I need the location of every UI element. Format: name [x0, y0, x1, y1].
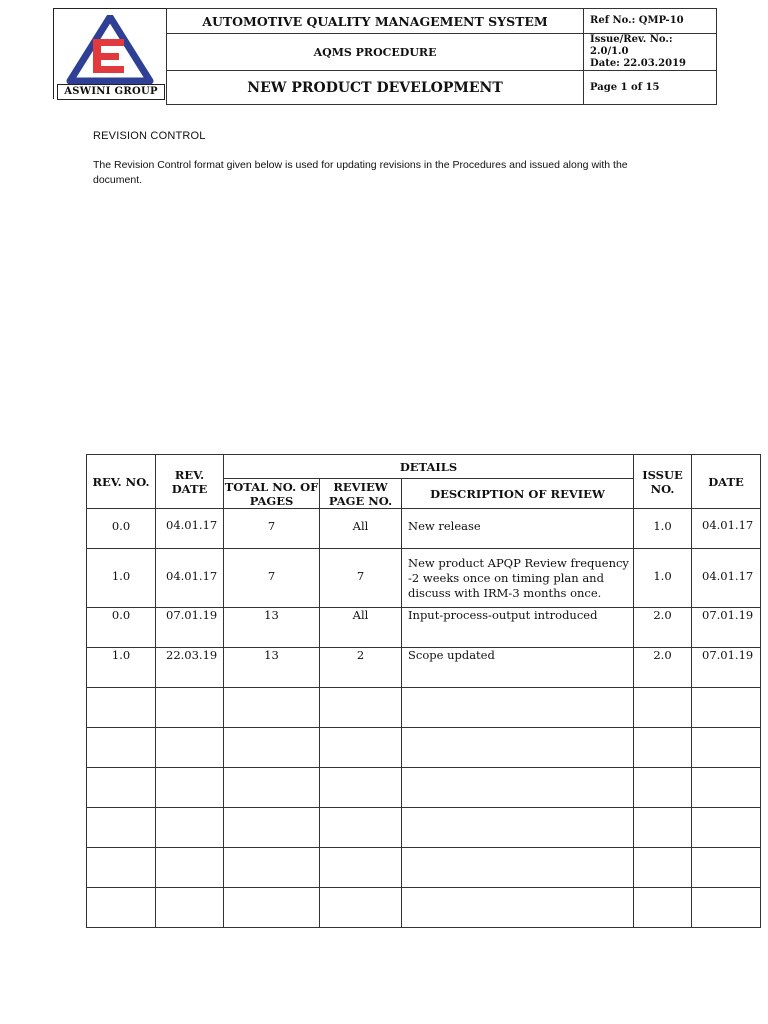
system-title: AUTOMOTIVE QUALITY MANAGEMENT SYSTEM	[167, 9, 584, 34]
revision-control-intro: The Revision Control format given below is used for updating revisions in the Procedures and issued along with the document.	[93, 159, 628, 186]
company-logo-icon	[66, 15, 156, 85]
cell-rev-date: 07.01.19	[156, 608, 224, 648]
header-review-page: REVIEW PAGE NO.	[320, 479, 402, 509]
empty-row	[87, 808, 761, 848]
cell-rev-date: 04.01.17	[156, 549, 224, 608]
cell-issue-no: 1.0	[634, 549, 692, 608]
cell-total-pages: 13	[224, 608, 320, 648]
cell-date: 07.01.19	[692, 608, 761, 648]
cell-date: 07.01.19	[692, 648, 761, 688]
header-table	[166, 8, 717, 105]
issue-date-cell	[584, 34, 717, 71]
cell-rev-no: 1.0	[87, 549, 156, 608]
cell-issue-no: 2.0	[634, 648, 692, 688]
cell-rev-no: 0.0	[87, 509, 156, 549]
revision-table	[86, 454, 761, 928]
cell-rev-date: 04.01.17	[156, 509, 224, 549]
table-row	[87, 608, 761, 648]
header-description: DESCRIPTION OF REVIEW	[402, 479, 634, 509]
empty-row	[87, 728, 761, 768]
cell-review-page: All	[320, 608, 402, 648]
header-rev-date: REV. DATE	[156, 455, 224, 509]
cell-total-pages: 7	[224, 509, 320, 549]
cell-issue-no: 2.0	[634, 608, 692, 648]
empty-row	[87, 888, 761, 928]
cell-issue-no: 1.0	[634, 509, 692, 549]
cell-date: 04.01.17	[692, 509, 761, 549]
cell-description: Scope updated	[402, 648, 634, 688]
cell-total-pages: 13	[224, 648, 320, 688]
cell-total-pages: 7	[224, 549, 320, 608]
cell-rev-no: 0.0	[87, 608, 156, 648]
header-issue-no: ISSUE NO.	[634, 455, 692, 509]
cell-rev-date: 22.03.19	[156, 648, 224, 688]
document-title: NEW PRODUCT DEVELOPMENT	[167, 71, 584, 105]
empty-row	[87, 768, 761, 808]
empty-row	[87, 688, 761, 728]
cell-description: New product APQP Review frequency -2 weeks once on timing plan and discuss with IRM-3 months once.	[402, 549, 634, 608]
header-rev-no: REV. NO.	[87, 455, 156, 509]
table-row	[87, 648, 761, 688]
logo-caption: ASWINI GROUP	[57, 84, 165, 100]
cell-description: Input-process-output introduced	[402, 608, 634, 648]
procedure-label: AQMS PROCEDURE	[167, 34, 584, 71]
logo-block	[53, 8, 166, 99]
ref-no: Ref No.: QMP-10	[584, 9, 717, 34]
cell-description: New release	[402, 509, 634, 549]
cell-review-page: 2	[320, 648, 402, 688]
document-header	[53, 8, 717, 99]
cell-review-page: 7	[320, 549, 402, 608]
table-row	[87, 509, 761, 549]
empty-row	[87, 848, 761, 888]
revision-control-heading: REVISION CONTROL	[93, 130, 206, 142]
page-number: Page 1 of 15	[584, 71, 717, 105]
table-row	[87, 549, 761, 608]
cell-rev-no: 1.0	[87, 648, 156, 688]
cell-review-page: All	[320, 509, 402, 549]
header-details: DETAILS	[224, 455, 634, 479]
header-total-pages: TOTAL NO. OF PAGES	[224, 479, 319, 508]
header-date: DATE	[692, 455, 761, 509]
cell-date: 04.01.17	[692, 549, 761, 608]
issue-date: Date: 22.03.2019	[590, 58, 686, 69]
issue-rev-no: Issue/Rev. No.: 2.0/1.0	[590, 34, 673, 57]
